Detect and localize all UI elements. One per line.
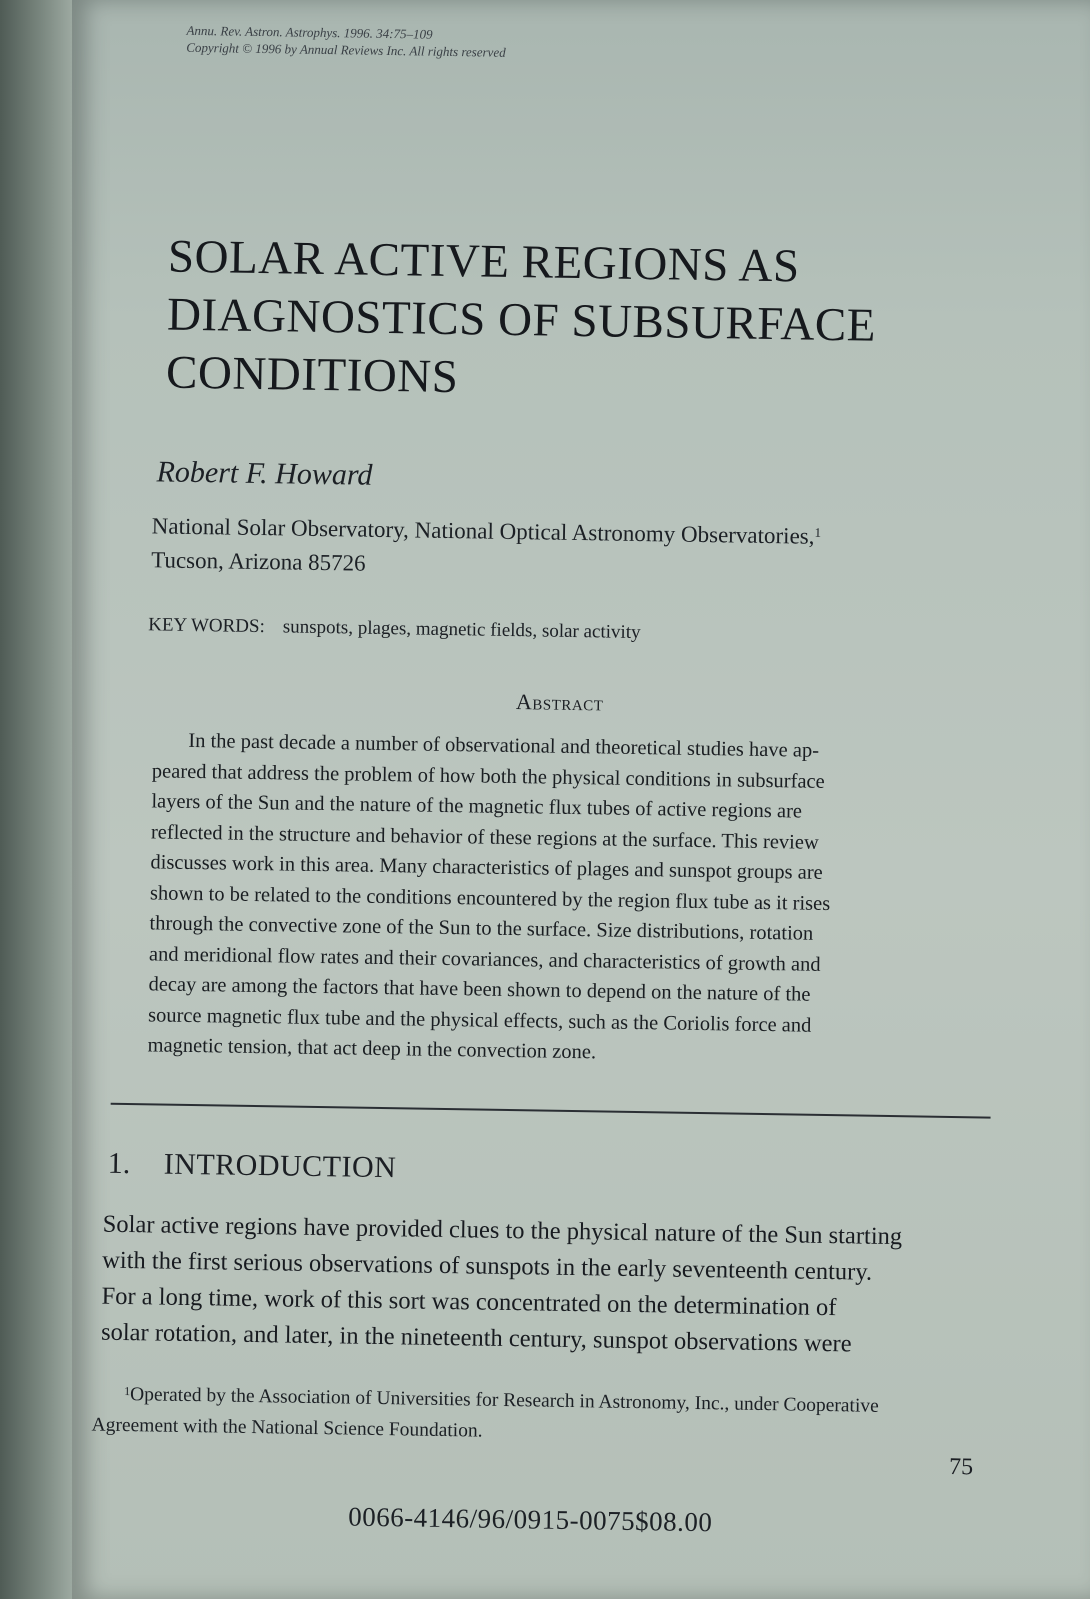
footnote-marker: 1 — [814, 524, 822, 540]
abstract-line: In the past decade a number of observational and theoretical studies have ap- — [188, 729, 820, 762]
title-line: SOLAR ACTIVE REGIONS AS — [167, 230, 801, 293]
affiliation-line: Tucson, Arizona 85726 — [151, 547, 366, 576]
abstract-line: and meridional flow rates and their covariances, and characteristics of growth and — [148, 942, 821, 976]
author-affiliation — [151, 509, 821, 588]
article-title — [166, 228, 929, 414]
page-number: 75 — [948, 1453, 974, 1481]
body-line: with the first serious observations of sunspots in the early seventeenth century. — [101, 1246, 873, 1286]
abstract-heading: Abstract — [515, 689, 604, 716]
abstract-line: decay are among the factors that have been shown to depend on the nature of the — [148, 973, 811, 1006]
title-line: CONDITIONS — [165, 346, 459, 404]
keywords — [148, 614, 641, 644]
body-line: Solar active regions have provided clues to the physical nature of the Sun starting — [102, 1210, 903, 1251]
abstract-line: source magnetic flux tube and the physical effects, such as the Coriolis force and — [147, 1003, 812, 1037]
footnote-line: Agreement with the National Science Foundation. — [91, 1414, 483, 1442]
abstract-text — [147, 725, 972, 1073]
journal-citation — [186, 22, 506, 61]
keywords-list: sunspots, plages, magnetic fields, solar activity — [282, 616, 641, 644]
footnote — [91, 1378, 992, 1454]
keywords-label: KEY WORDS: — [148, 614, 266, 638]
affiliation-text: National Solar Observatory, National Optical Astronomy Observatories, — [151, 513, 815, 549]
copyright-line: Copyright © 1996 by Annual Reviews Inc. All rights reserved — [186, 39, 506, 60]
footnote-mark: 1 — [124, 1383, 131, 1399]
section-title: INTRODUCTION — [163, 1147, 397, 1185]
section-divider — [111, 1103, 991, 1119]
abstract-line: through the convective zone of the Sun to the surface. Size distributions, rotation — [149, 912, 814, 945]
citation-line: Annu. Rev. Astron. Astrophys. 1996. 34:75–109 — [186, 22, 433, 42]
abstract-line: layers of the Sun and the nature of the magnetic flux tubes of active regions are — [151, 790, 803, 823]
section-number: 1. — [107, 1146, 131, 1181]
introduction-text — [101, 1207, 993, 1365]
article-code: 0066-4146/96/0915-0075$08.00 — [347, 1501, 713, 1538]
author-name: Robert F. Howard — [156, 455, 373, 492]
abstract-line: reflected in the structure and behavior of these regions at the surface. This review — [150, 820, 819, 854]
book-page — [72, 0, 1090, 1599]
abstract-line: magnetic tension, that act deep in the convection zone. — [147, 1034, 597, 1064]
body-line: solar rotation, and later, in the nineteenth century, sunspot observations were — [100, 1318, 852, 1358]
abstract-line: peared that address the problem of how both the physical conditions in subsurface — [151, 759, 825, 793]
body-line: For a long time, work of this sort was concentrated on the determination of — [101, 1282, 837, 1322]
book-gutter — [0, 0, 80, 1599]
abstract-line: discusses work in this area. Many characteristics of plages and sunspot groups are — [150, 851, 823, 884]
abstract-line: shown to be related to the conditions encountered by the region flux tube as it rises — [149, 881, 831, 915]
footnote-text: Operated by the Association of Universities for Research in Astronomy, Inc., under Cooperative — [129, 1384, 879, 1417]
page-content — [72, 0, 1090, 1599]
title-line: DIAGNOSTICS OF SUBSURFACE — [166, 288, 877, 352]
